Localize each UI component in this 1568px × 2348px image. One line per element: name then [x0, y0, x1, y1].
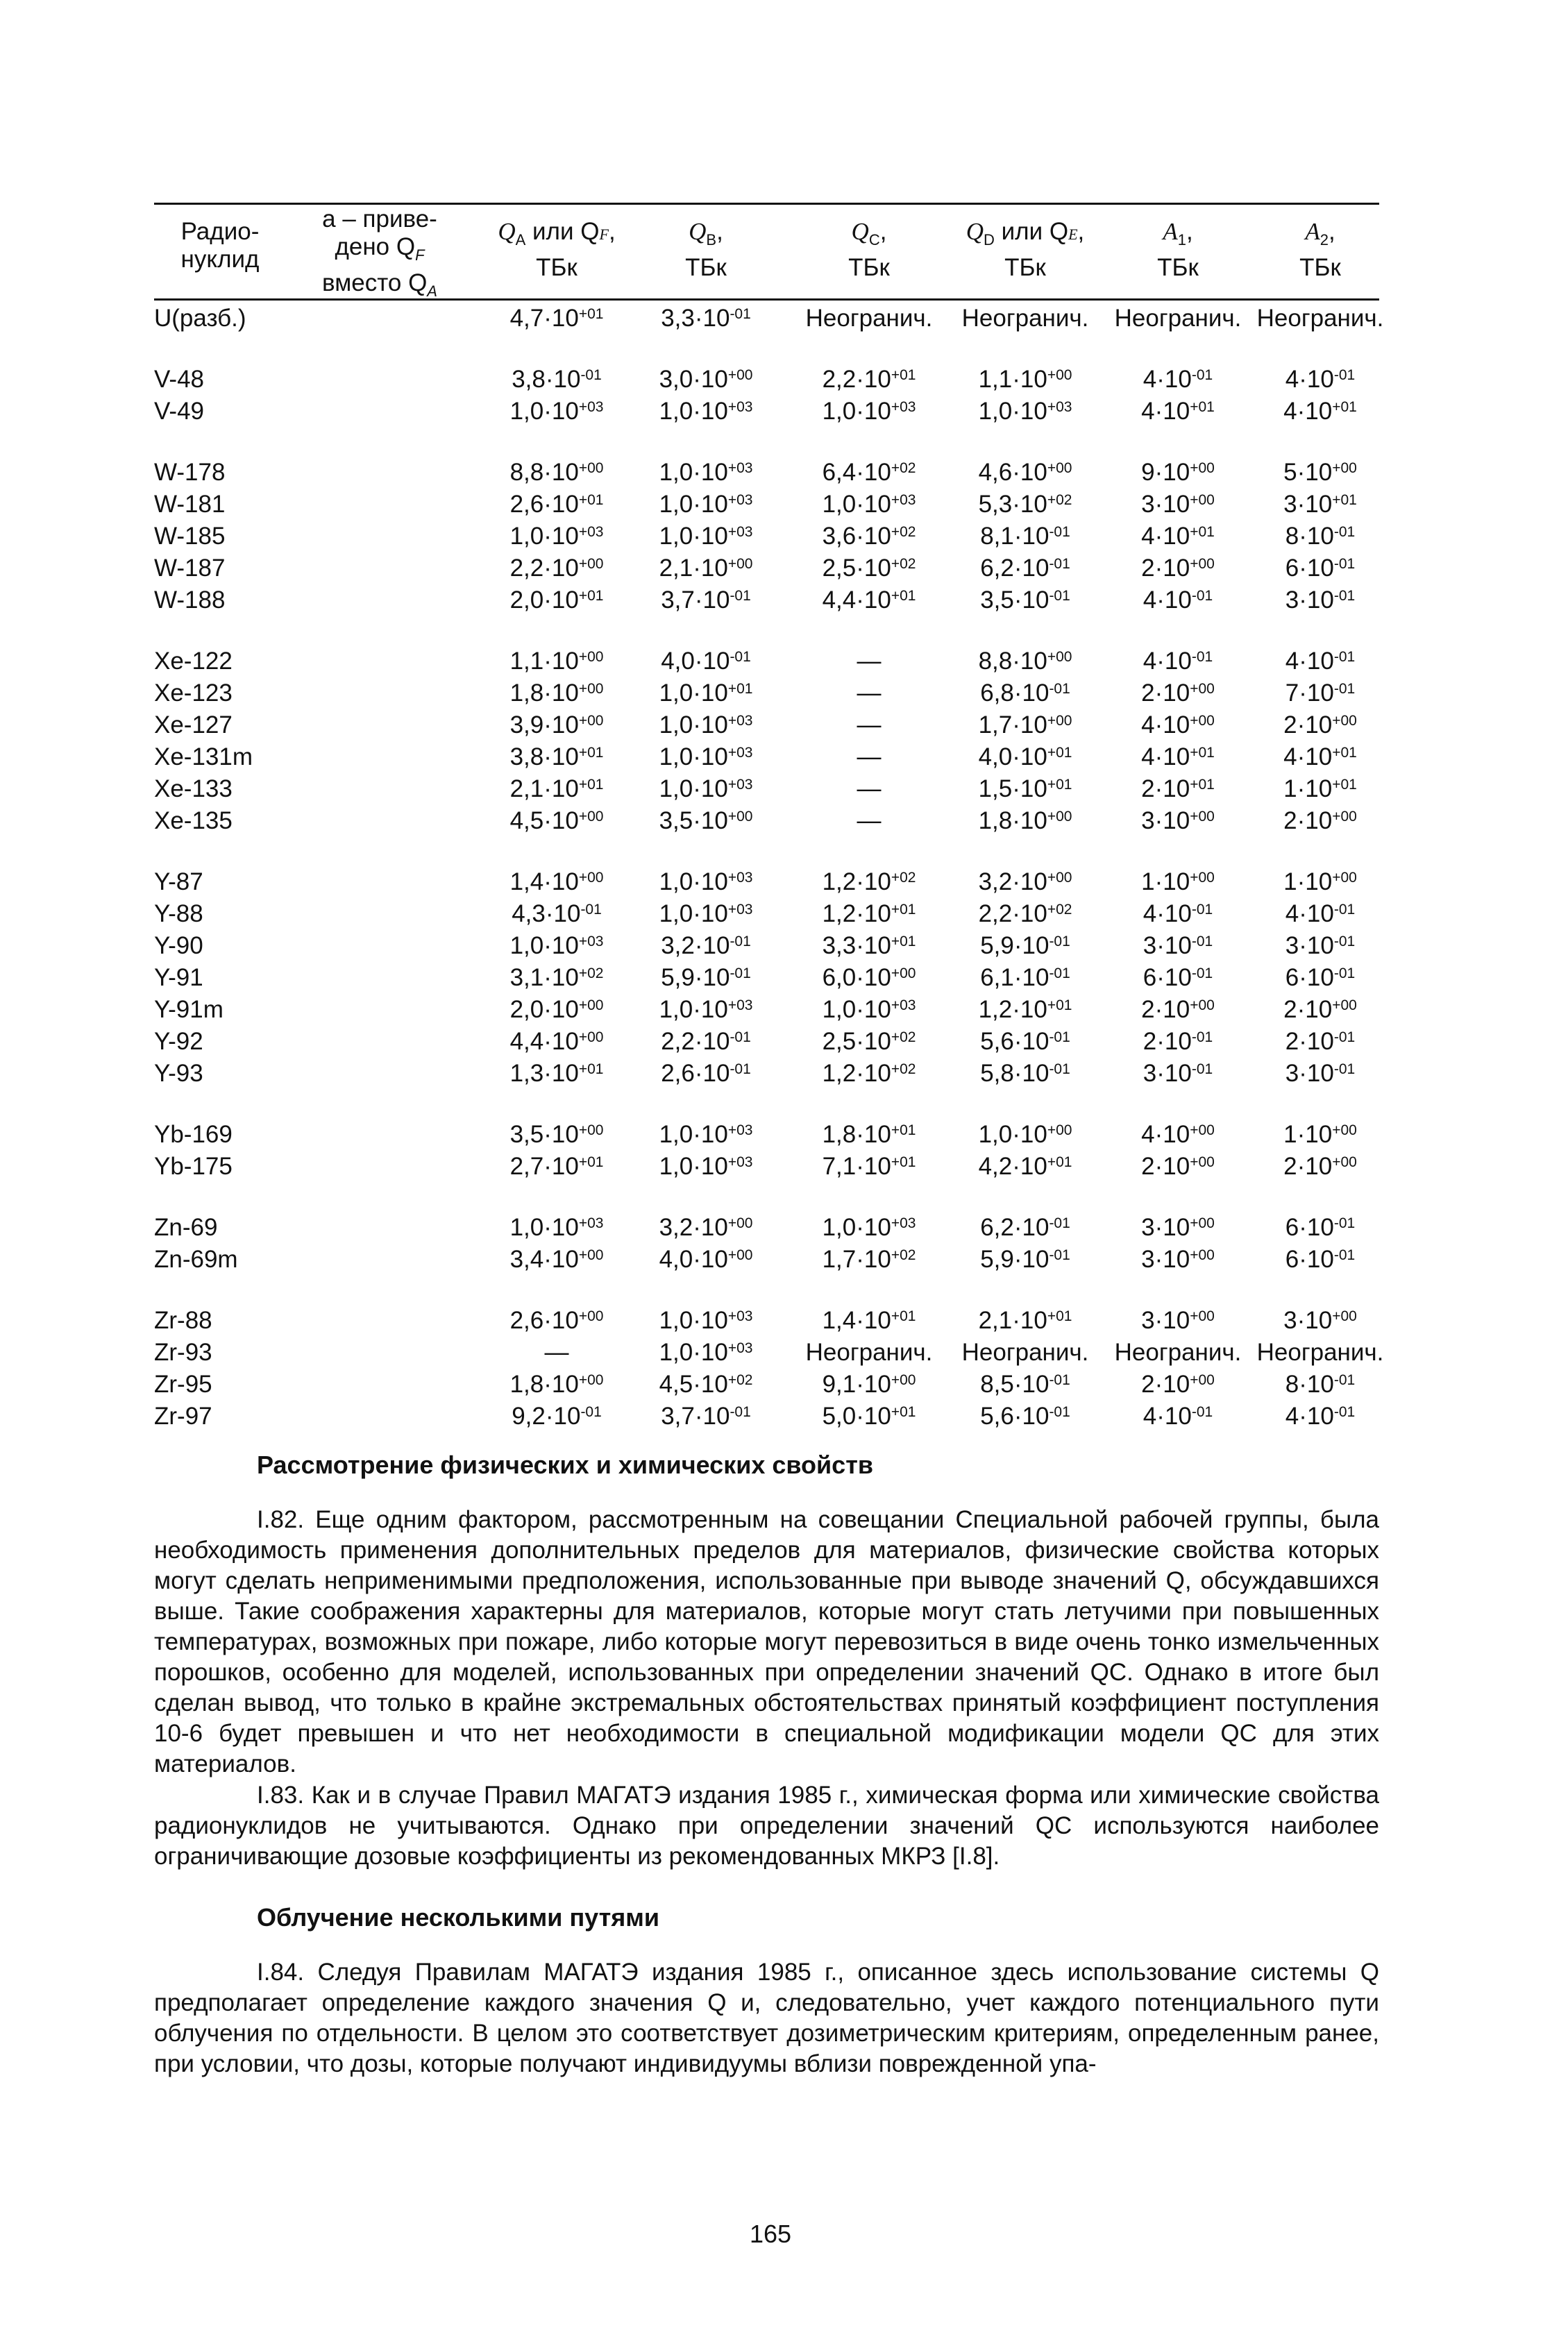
value-cell: $1,0\cdot 10^{+03}$	[659, 491, 753, 518]
value-cell: $3,9\cdot 10^{+00}$	[509, 711, 604, 738]
header-nuclide: Радио- нуклид	[180, 218, 260, 273]
value-cell: $7,1\cdot 10^{+01}$	[822, 1153, 916, 1180]
header-qb: $Q_B$, ТБк	[685, 218, 727, 281]
value-cell: $1,7\cdot 10^{+00}$	[978, 711, 1072, 738]
value-cell: $1,0\cdot 10^{+03}$	[822, 398, 916, 425]
value-cell: $3,8\cdot 10^{-01}$	[512, 366, 602, 393]
value-cell: $4,2\cdot 10^{+01}$	[978, 1153, 1072, 1180]
nuclide-cell: U(разб.)	[154, 305, 246, 332]
value-cell: $2\cdot 10^{+00}$	[1141, 1153, 1215, 1180]
nuclide-cell: Xe-123	[154, 679, 233, 707]
value-cell: $1,0\cdot 10^{+03}$	[659, 711, 753, 738]
value-cell: $1,0\cdot 10^{+03}$	[659, 459, 753, 486]
value-cell: $1,7\cdot 10^{+02}$	[822, 1246, 916, 1273]
nuclide-cell: Zn-69	[154, 1214, 218, 1241]
value-cell: $3,4\cdot 10^{+00}$	[509, 1246, 604, 1273]
value-cell: $3,1\cdot 10^{+02}$	[509, 964, 604, 991]
value-cell: $3,6\cdot 10^{+02}$	[822, 523, 916, 550]
value-cell: $8\cdot 10^{-01}$	[1285, 1371, 1356, 1398]
nuclide-cell: Zr-93	[154, 1339, 212, 1366]
value-cell: $2\cdot 10^{+00}$	[1283, 1153, 1357, 1180]
nuclide-cell: Xe-127	[154, 711, 233, 738]
value-cell: $2\cdot 10^{+01}$	[1141, 775, 1215, 802]
value-cell: $5,9\cdot 10^{-01}$	[661, 964, 751, 991]
value-cell: $1,0\cdot 10^{+03}$	[659, 868, 753, 895]
value-cell: $4,4\cdot 10^{+01}$	[822, 586, 916, 614]
value-cell: Неогранич.	[1256, 305, 1384, 332]
value-cell: $6\cdot 10^{-01}$	[1285, 555, 1356, 582]
value-cell: $6,1\cdot 10^{-01}$	[980, 964, 1070, 991]
value-cell: —	[857, 648, 882, 675]
value-cell: $1,2\cdot 10^{+01}$	[822, 900, 916, 927]
value-cell: $3,8\cdot 10^{+01}$	[509, 743, 604, 770]
nuclide-cell: Xe-133	[154, 775, 233, 802]
value-cell: $4\cdot 10^{-01}$	[1285, 900, 1356, 927]
nuclide-cell: W-188	[154, 586, 226, 614]
value-cell: $3,5\cdot 10^{+00}$	[659, 807, 753, 834]
value-cell: $2,2\cdot 10^{+01}$	[822, 366, 916, 393]
value-cell: $1,0\cdot 10^{+03}$	[509, 932, 604, 959]
value-cell: $3\cdot 10^{+00}$	[1141, 1214, 1215, 1241]
value-cell: $4\cdot 10^{-01}$	[1143, 586, 1213, 614]
value-cell: $3,2\cdot 10^{-01}$	[661, 932, 751, 959]
value-cell: $1,8\cdot 10^{+00}$	[509, 1371, 604, 1398]
value-cell: $4\cdot 10^{+01}$	[1141, 743, 1215, 770]
value-cell: $2,1\cdot 10^{+01}$	[509, 775, 604, 802]
value-cell: $3,3\cdot 10^{-01}$	[661, 305, 751, 332]
value-cell: $2\cdot 10^{+00}$	[1141, 1371, 1215, 1398]
value-cell: $1,8\cdot 10^{+00}$	[978, 807, 1072, 834]
value-cell: $5,3\cdot 10^{+02}$	[978, 491, 1072, 518]
value-cell: $9,2\cdot 10^{-01}$	[512, 1403, 602, 1430]
value-cell: $9,1\cdot 10^{+00}$	[822, 1371, 916, 1398]
value-cell: $2\cdot 10^{+00}$	[1283, 996, 1357, 1023]
value-cell: $3\cdot 10^{+00}$	[1141, 1246, 1215, 1273]
value-cell: Неогранич.	[805, 1339, 933, 1366]
value-cell: $2,6\cdot 10^{+01}$	[509, 491, 604, 518]
value-cell: $5,9\cdot 10^{-01}$	[980, 1246, 1070, 1273]
value-cell: $1\cdot 10^{+00}$	[1283, 1121, 1357, 1148]
value-cell: $4\cdot 10^{-01}$	[1143, 366, 1213, 393]
value-cell: $5,0\cdot 10^{+01}$	[822, 1403, 916, 1430]
value-cell: —	[857, 743, 882, 770]
paragraph-i83: I.83. Как и в случае Правил МАГАТЭ издания 1985 г., химическая форма или химические свойства радионуклидов не учитываются. Однако при определении значений QC используются наиболее ограничивающие дозовые коэффициенты из рекомендованных МКРЗ [I.8].	[154, 1782, 1379, 1870]
value-cell: $3\cdot 10^{-01}$	[1285, 586, 1356, 614]
value-cell: $4\cdot 10^{-01}$	[1285, 366, 1356, 393]
value-cell: $1,0\cdot 10^{+03}$	[509, 398, 604, 425]
value-cell: $4,5\cdot 10^{+00}$	[509, 807, 604, 834]
value-cell: —	[857, 775, 882, 802]
value-cell: $3,3\cdot 10^{+01}$	[822, 932, 916, 959]
value-cell: $1\cdot 10^{+01}$	[1283, 775, 1357, 802]
value-cell: —	[857, 807, 882, 834]
value-cell: $6,2\cdot 10^{-01}$	[980, 1214, 1070, 1241]
value-cell: $3\cdot 10^{+00}$	[1141, 807, 1215, 834]
value-cell: $4\cdot 10^{-01}$	[1143, 648, 1213, 675]
nuclide-cell: W-185	[154, 523, 226, 550]
value-cell: $1,0\cdot 10^{+03}$	[659, 1339, 753, 1366]
value-cell: $2\cdot 10^{-01}$	[1285, 1028, 1356, 1055]
nuclide-cell: Y-91	[154, 964, 203, 991]
value-cell: $1,0\cdot 10^{+03}$	[822, 1214, 916, 1241]
value-cell: $1,0\cdot 10^{+03}$	[659, 1153, 753, 1180]
table-header-rule	[154, 298, 1379, 301]
value-cell: —	[857, 679, 882, 707]
value-cell: $1,4\cdot 10^{+00}$	[509, 868, 604, 895]
section-heading-properties: Рассмотрение физических и химических свойств	[257, 1451, 873, 1479]
value-cell: Неогранич.	[961, 305, 1089, 332]
value-cell: $2,0\cdot 10^{+00}$	[509, 996, 604, 1023]
value-cell: $6,0\cdot 10^{+00}$	[822, 964, 916, 991]
value-cell: $8,5\cdot 10^{-01}$	[980, 1371, 1070, 1398]
value-cell: $1,0\cdot 10^{+03}$	[978, 398, 1072, 425]
value-cell: $4,4\cdot 10^{+00}$	[509, 1028, 604, 1055]
nuclide-cell: Yb-175	[154, 1153, 233, 1180]
value-cell: $4,7\cdot 10^{+01}$	[509, 305, 604, 332]
value-cell: $4\cdot 10^{+00}$	[1141, 1121, 1215, 1148]
value-cell: $3\cdot 10^{-01}$	[1285, 1060, 1356, 1087]
value-cell: $3\cdot 10^{-01}$	[1285, 932, 1356, 959]
value-cell: $4\cdot 10^{-01}$	[1285, 1403, 1356, 1430]
value-cell: $8\cdot 10^{-01}$	[1285, 523, 1356, 550]
value-cell: $6,8\cdot 10^{-01}$	[980, 679, 1070, 707]
value-cell: $2\cdot 10^{+00}$	[1283, 711, 1357, 738]
nuclide-cell: V-49	[154, 398, 204, 425]
nuclide-cell: Y-88	[154, 900, 203, 927]
value-cell: $1,8\cdot 10^{+00}$	[509, 679, 604, 707]
nuclide-cell: V-48	[154, 366, 204, 393]
value-cell: $1,1\cdot 10^{+00}$	[509, 648, 604, 675]
value-cell: $1,0\cdot 10^{+03}$	[659, 1307, 753, 1334]
value-cell: $1,0\cdot 10^{+03}$	[659, 523, 753, 550]
nuclide-cell: Y-93	[154, 1060, 203, 1087]
value-cell: $1,2\cdot 10^{+02}$	[822, 1060, 916, 1087]
value-cell: $2,2\cdot 10^{+00}$	[509, 555, 604, 582]
nuclide-cell: Zn-69m	[154, 1246, 238, 1273]
header-note: а – приве- дено $Q_F$ вместо $Q_A$	[322, 205, 437, 300]
table-top-rule	[154, 203, 1379, 205]
value-cell: $6\cdot 10^{-01}$	[1285, 1246, 1356, 1273]
nuclide-cell: Y-90	[154, 932, 203, 959]
value-cell: $7\cdot 10^{-01}$	[1285, 679, 1356, 707]
value-cell: $4,0\cdot 10^{-01}$	[661, 648, 751, 675]
value-cell: $5,8\cdot 10^{-01}$	[980, 1060, 1070, 1087]
value-cell: $2\cdot 10^{+00}$	[1141, 555, 1215, 582]
value-cell: $4,0\cdot 10^{+01}$	[978, 743, 1072, 770]
value-cell: $5,9\cdot 10^{-01}$	[980, 932, 1070, 959]
header-qd: $Q_D$ или QE, ТБк	[966, 218, 1085, 281]
value-cell: $1,0\cdot 10^{+03}$	[822, 491, 916, 518]
value-cell: $3,2\cdot 10^{+00}$	[978, 868, 1072, 895]
value-cell: $5,6\cdot 10^{-01}$	[980, 1028, 1070, 1055]
value-cell: $2\cdot 10^{+00}$	[1141, 679, 1215, 707]
nuclide-cell: Yb-169	[154, 1121, 233, 1148]
value-cell: Неогранич.	[961, 1339, 1089, 1366]
value-cell: $3\cdot 10^{-01}$	[1143, 1060, 1213, 1087]
value-cell: $2,6\cdot 10^{-01}$	[661, 1060, 751, 1087]
value-cell: $1,4\cdot 10^{+01}$	[822, 1307, 916, 1334]
value-cell: $1,0\cdot 10^{+00}$	[978, 1121, 1072, 1148]
nuclide-cell: W-178	[154, 459, 226, 486]
value-cell: $1,0\cdot 10^{+01}$	[659, 679, 753, 707]
value-cell: $8,1\cdot 10^{-01}$	[980, 523, 1070, 550]
value-cell: $4\cdot 10^{+00}$	[1141, 711, 1215, 738]
paragraph-i84: I.84. Следуя Правилам МАГАТЭ издания 1985 г., описанное здесь использование системы Q предполагает определение каждого значения Q и, следовательно, учет каждого потенциального пути облучения по отдельности. В целом это соответствует дозиметрическим критериям, определенным ранее, при условии, что дозы, которые получают индивидуумы вблизи поврежденной упа-	[154, 1959, 1379, 2077]
value-cell: $2,0\cdot 10^{+01}$	[509, 586, 604, 614]
value-cell: $2,5\cdot 10^{+02}$	[822, 1028, 916, 1055]
value-cell: $2,2\cdot 10^{+02}$	[978, 900, 1072, 927]
value-cell: $4\cdot 10^{-01}$	[1143, 900, 1213, 927]
header-a1: $A_1$, ТБк	[1157, 218, 1199, 281]
value-cell: $1,0\cdot 10^{+03}$	[659, 900, 753, 927]
paragraph-i82: I.82. Еще одним фактором, рассмотренным на совещании Специальной рабочей группы, была необходимость применения дополнительных пределов для материалов, физические свойства которых могут сделать неприменимыми предположения, использованные при выводе значений Q, обсуждавшихся выше. Такие соображения характерны для материалов, которые могут стать летучими при повышенных температурах, возможных при пожаре, либо которые могут перевозиться в виде очень тонко измельченных порошков, особенно для моделей, использованных при определении значений QC. Однако в итоге был сделан вывод, что только в крайне экстремальных обстоятельствах принятый коэффициент поступления 10-6 будет превышен и что нет необходимости в специальной модификации модели QC для этих материалов.	[154, 1506, 1379, 1777]
value-cell: $4,5\cdot 10^{+02}$	[659, 1371, 753, 1398]
value-cell: $4\cdot 10^{+01}$	[1141, 523, 1215, 550]
value-cell: $3\cdot 10^{+00}$	[1141, 1307, 1215, 1334]
section-heading-pathways: Облучение несколькими путями	[257, 1903, 660, 1932]
value-cell: $3,2\cdot 10^{+00}$	[659, 1214, 753, 1241]
value-cell: $3,7\cdot 10^{-01}$	[661, 1403, 751, 1430]
value-cell: $3\cdot 10^{+01}$	[1283, 491, 1357, 518]
value-cell: $1,0\cdot 10^{+03}$	[659, 398, 753, 425]
value-cell: $1,0\cdot 10^{+03}$	[509, 523, 604, 550]
value-cell: $2,7\cdot 10^{+01}$	[509, 1153, 604, 1180]
value-cell: $8,8\cdot 10^{+00}$	[509, 459, 604, 486]
value-cell: $2,5\cdot 10^{+02}$	[822, 555, 916, 582]
value-cell: $3,7\cdot 10^{-01}$	[661, 586, 751, 614]
nuclide-cell: Zr-95	[154, 1371, 212, 1398]
header-a2: $A_2$, ТБк	[1299, 218, 1341, 281]
value-cell: $1,0\cdot 10^{+03}$	[659, 775, 753, 802]
value-cell: —	[857, 711, 882, 738]
value-cell: $3,5\cdot 10^{-01}$	[980, 586, 1070, 614]
nuclide-cell: Xe-131m	[154, 743, 253, 770]
value-cell: $2,1\cdot 10^{+01}$	[978, 1307, 1072, 1334]
value-cell: Неогранич.	[1256, 1339, 1384, 1366]
value-cell: $2,6\cdot 10^{+00}$	[509, 1307, 604, 1334]
value-cell: $2\cdot 10^{+00}$	[1141, 996, 1215, 1023]
value-cell: $4\cdot 10^{-01}$	[1143, 1403, 1213, 1430]
nuclide-cell: Zr-97	[154, 1403, 212, 1430]
value-cell: $6\cdot 10^{-01}$	[1143, 964, 1213, 991]
value-cell: $2\cdot 10^{-01}$	[1143, 1028, 1213, 1055]
value-cell: $4\cdot 10^{+01}$	[1283, 398, 1357, 425]
value-cell: $3\cdot 10^{-01}$	[1143, 932, 1213, 959]
header-qc: $Q_C$, ТБк	[848, 218, 890, 281]
value-cell: $1,0\cdot 10^{+03}$	[659, 996, 753, 1023]
value-cell: Неогранич.	[805, 305, 933, 332]
nuclide-cell: Y-92	[154, 1028, 203, 1055]
value-cell: Неогранич.	[1114, 305, 1242, 332]
header-qa: $Q_A$ или QF, ТБк	[498, 218, 616, 281]
value-cell: $4,3\cdot 10^{-01}$	[512, 900, 602, 927]
page-number: 165	[750, 2220, 792, 2248]
value-cell: $4,0\cdot 10^{+00}$	[659, 1246, 753, 1273]
value-cell: $6\cdot 10^{-01}$	[1285, 1214, 1356, 1241]
value-cell: $4\cdot 10^{+01}$	[1283, 743, 1357, 770]
value-cell: $3,0\cdot 10^{+00}$	[659, 366, 753, 393]
nuclide-cell: W-181	[154, 491, 226, 518]
value-cell: Неогранич.	[1114, 1339, 1242, 1366]
value-cell: $2,1\cdot 10^{+00}$	[659, 555, 753, 582]
value-cell: $3\cdot 10^{+00}$	[1283, 1307, 1357, 1334]
value-cell: $4,6\cdot 10^{+00}$	[978, 459, 1072, 486]
value-cell: $1,0\cdot 10^{+03}$	[659, 743, 753, 770]
value-cell: $1,3\cdot 10^{+01}$	[509, 1060, 604, 1087]
nuclide-cell: W-187	[154, 555, 226, 582]
value-cell: $3,5\cdot 10^{+00}$	[509, 1121, 604, 1148]
nuclide-cell: Xe-122	[154, 648, 233, 675]
value-cell: $4\cdot 10^{-01}$	[1285, 648, 1356, 675]
value-cell: $6\cdot 10^{-01}$	[1285, 964, 1356, 991]
value-cell: $5,6\cdot 10^{-01}$	[980, 1403, 1070, 1430]
value-cell: $6,4\cdot 10^{+02}$	[822, 459, 916, 486]
nuclide-cell: Zr-88	[154, 1307, 212, 1334]
nuclide-cell: Y-87	[154, 868, 203, 895]
value-cell: $1,2\cdot 10^{+02}$	[822, 868, 916, 895]
value-cell: $1,0\cdot 10^{+03}$	[509, 1214, 604, 1241]
value-cell: $1,0\cdot 10^{+03}$	[659, 1121, 753, 1148]
value-cell: $1\cdot 10^{+00}$	[1141, 868, 1215, 895]
value-cell: $2\cdot 10^{+00}$	[1283, 807, 1357, 834]
value-cell: $2,2\cdot 10^{-01}$	[661, 1028, 751, 1055]
value-cell: $4\cdot 10^{+01}$	[1141, 398, 1215, 425]
value-cell: $6,2\cdot 10^{-01}$	[980, 555, 1070, 582]
value-cell: $5\cdot 10^{+00}$	[1283, 459, 1357, 486]
value-cell: $1,8\cdot 10^{+01}$	[822, 1121, 916, 1148]
value-cell: $9\cdot 10^{+00}$	[1141, 459, 1215, 486]
value-cell: $1\cdot 10^{+00}$	[1283, 868, 1357, 895]
value-cell: $1,0\cdot 10^{+03}$	[822, 996, 916, 1023]
value-cell: $8,8\cdot 10^{+00}$	[978, 648, 1072, 675]
value-cell: $3\cdot 10^{+00}$	[1141, 491, 1215, 518]
value-cell: $1,5\cdot 10^{+01}$	[978, 775, 1072, 802]
value-cell: $1,2\cdot 10^{+01}$	[978, 996, 1072, 1023]
nuclide-cell: Xe-135	[154, 807, 233, 834]
nuclide-cell: Y-91m	[154, 996, 224, 1023]
value-cell: —	[544, 1339, 569, 1366]
value-cell: $1,1\cdot 10^{+00}$	[978, 366, 1072, 393]
